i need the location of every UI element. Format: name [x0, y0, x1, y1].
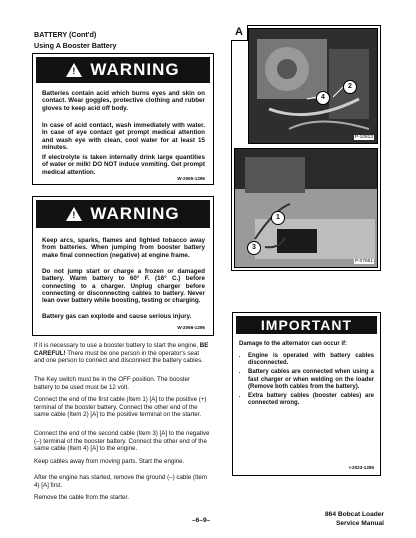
body-paragraph: [34, 342, 210, 365]
figure-label: A: [231, 25, 248, 41]
body-text: If it is necessary to use a booster battery to start the engine,: [34, 342, 199, 349]
subsection-heading: Using A Booster Battery: [34, 41, 117, 50]
callout-4: 4: [316, 91, 330, 105]
battery-photo: [234, 148, 378, 268]
callout-2: 2: [343, 80, 357, 94]
warning-triangle-icon: !: [66, 63, 82, 77]
photo-code: P-07661: [354, 259, 373, 264]
body-paragraph: After the engine has started, remove the ground (–) cable (Item 4) [A] first.: [34, 474, 207, 489]
body-paragraph: Remove the cable from the starter.: [34, 494, 129, 501]
warning-box-acid: [32, 53, 214, 185]
warning-banner: [36, 200, 210, 228]
body-emphasis: BE CAREFUL!: [34, 342, 209, 357]
starter-illustration: [249, 29, 377, 143]
manual-title: Service Manual: [335, 520, 384, 527]
body-text: There must be one person in the operator's seat and one person to connect and disconnect the battery cables.: [34, 349, 203, 365]
warning-triangle-icon: !: [66, 207, 82, 221]
list-item: • Engine is operated with battery cables disconnected.: [248, 353, 374, 367]
warning-paragraph: If electrolyte is taken internally drink large quantities of water or milk! DO NOT induce vomiting. Get prompt medical attention.: [42, 154, 205, 176]
warning-banner: [36, 57, 210, 83]
callout-3: 3: [247, 241, 261, 255]
callout-1: 1: [271, 211, 285, 225]
warning-paragraph: Do not jump start or charge a frozen or damaged battery. Warm battery to 60° F. (16° C.) before connecting to a charger. Unplug charger before connecting or disconnecting cables to battery. Never lean over battery while boosting, testing or charging.: [42, 268, 205, 305]
body-paragraph: The Key switch must be in the OFF position. The booster battery to be used must be 12 volt.: [34, 376, 191, 391]
list-item: • Battery cables are connected when using a fast charger or when welding on the loader (Remove both cables from the battery).: [248, 369, 374, 391]
important-box: [232, 312, 381, 476]
warning-paragraph: Battery gas can explode and cause serious injury.: [42, 313, 192, 320]
warning-box-sparks: [32, 196, 214, 336]
warning-paragraph: Batteries contain acid which burns eyes and skin on contact. Wear goggles, protective clothing and rubber gloves to keep acid off body.: [42, 90, 205, 112]
warning-paragraph: Keep arcs, sparks, flames and lighted tobacco away from batteries. When jumping from booster battery make final connection (negative) at engine frame.: [42, 237, 205, 259]
body-paragraph: Connect the end of the first cable (Item 1) [A] to the positive (+) terminal of the booster battery. Connect the other end of the same cable (Item 2) [A] to the positive terminal on the starter.: [34, 396, 207, 419]
body-paragraph: Connect the end of the second cable (Item 3) [A] to the negative (–) terminal of the booster battery. Connect the other end of the same cable (Item 4) [A] to the engine.: [34, 430, 210, 453]
important-lead: Damage to the alternator can occur if:: [239, 341, 348, 347]
important-title: IMPORTANT: [236, 316, 377, 334]
photo-code: P-10813: [354, 135, 373, 140]
important-list: [239, 353, 374, 409]
warning-code: W-2066-1296: [177, 325, 205, 330]
warning-code: W-2065-1296: [177, 176, 205, 181]
warning-paragraph: In case of acid contact, wash immediately with water. In case of eye contact get prompt medical attention and wash eye with clean, cool water for at least 15 minutes.: [42, 122, 205, 151]
page-number: –6–9–: [192, 517, 211, 524]
warning-title: WARNING: [90, 60, 180, 79]
warning-title: WARNING: [90, 204, 180, 223]
section-heading: BATTERY (Cont'd): [34, 30, 97, 39]
starter-photo: [248, 28, 378, 144]
body-paragraph: Keep cables away from moving parts. Start the engine.: [34, 458, 185, 465]
important-code: I-2023-1285: [349, 465, 374, 470]
manual-model: 864 Bobcat Loader: [325, 511, 384, 518]
list-item: • Extra battery cables (booster cables) are connected wrong.: [248, 393, 374, 407]
